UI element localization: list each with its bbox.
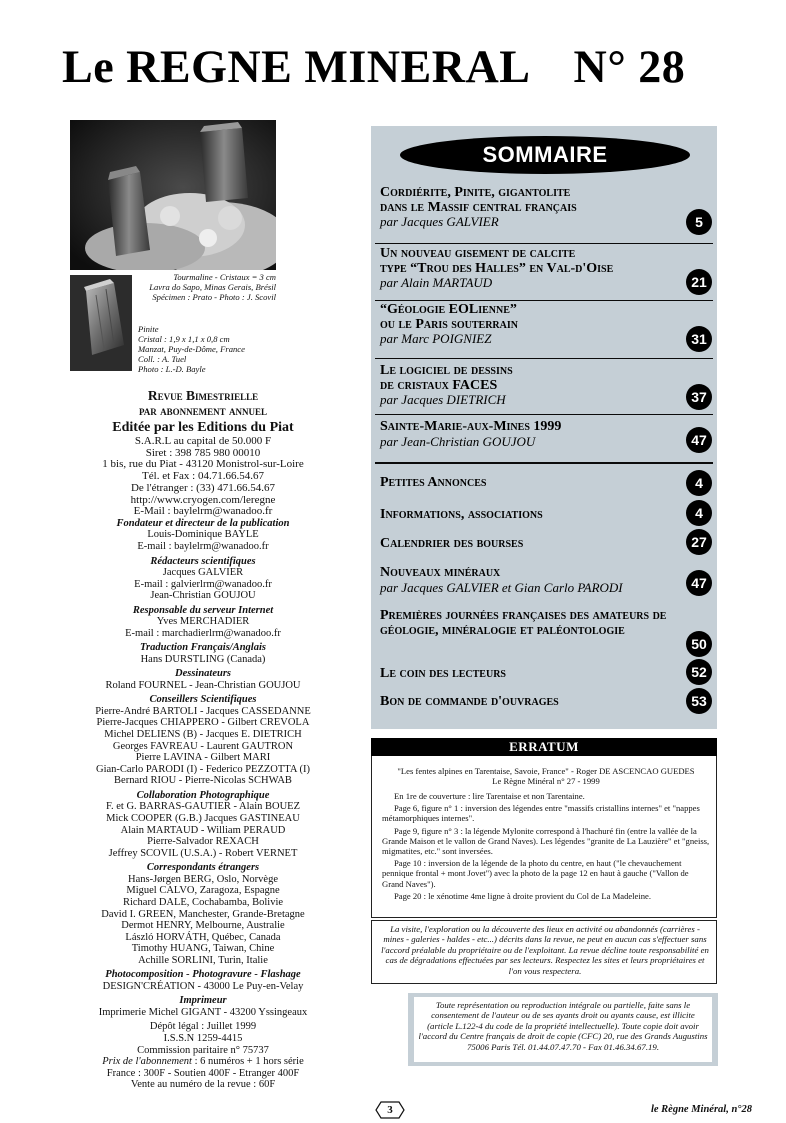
tourmaline-caption — [140, 272, 276, 302]
staff-section — [68, 642, 338, 665]
erratum-item: Page 10 : inversion de la légende de la photo du centre, en haut ("le chevauchement pennique frontal + mont Jovet") avec la photo de la page 12 en haut à gauche ("Vallon de Grand Naves"). — [382, 858, 689, 889]
editions-line: Editée par les Editions du Piat — [112, 420, 294, 435]
toc-rubrique[interactable]: Informations, associations — [380, 507, 543, 522]
staff-line: Hans-Jørgen BERG, Oslo, Norvège — [128, 873, 278, 885]
page-number-badge — [375, 1101, 405, 1119]
toc-title-line: “Géologie EOLienne” — [380, 302, 517, 317]
staff-line: Achille SORLINI, Turin, Italie — [138, 954, 268, 966]
toc-page-badge[interactable]: 53 — [686, 688, 712, 714]
toc-page-badge[interactable]: 4 — [686, 500, 712, 526]
issn: I.S.S.N 1259-4415 — [163, 1033, 243, 1045]
commission-paritaire: Commission paritaire n° 75737 — [137, 1044, 269, 1056]
caption-line: Photo : L.-D. Bayle — [138, 364, 206, 374]
magazine-title: Le REGNE MINERAL — [62, 41, 531, 93]
toc-page-badge[interactable]: 27 — [686, 529, 712, 555]
toc-rubrique[interactable]: Premières journées françaises des amateurs de géologie, minéralogie et paléontologie — [380, 608, 667, 638]
toc-divider — [375, 243, 713, 244]
staff-section — [68, 694, 338, 787]
staff-line: David I. GREEN, Manchester, Grande-Bretagne — [101, 908, 305, 920]
tourmaline-specimen-image — [70, 120, 276, 270]
legal-block — [68, 1021, 338, 1091]
toc-rubrique[interactable]: Bon de commande d'ouvrages — [380, 694, 559, 709]
erratum-item: En 1re de couverture : lire Tarentaise et non Tarentaine. — [394, 791, 585, 801]
staff-heading: Imprimeur — [179, 995, 227, 1007]
price-label: Prix de l'abonnement — [102, 1056, 192, 1068]
erratum-item: Page 20 : le xénotime 4me ligne à droite provient du Col de La Madeleine. — [394, 890, 652, 901]
toc-author: par Jacques GALVIER et Gian Carlo PARODI — [380, 579, 623, 595]
erratum-heading: ERRATUM — [371, 738, 717, 756]
single-issue-price: Vente au numéro de la revue : 60F — [130, 1079, 276, 1091]
staff-heading: Responsable du serveur Internet — [132, 604, 274, 616]
staff-line: Pierre LAVINA - Gilbert MARI — [135, 752, 271, 764]
staff-section — [68, 862, 338, 966]
staff-section — [68, 605, 338, 640]
staff-line: Miguel CALVO, Zaragoza, Espagne — [126, 885, 280, 897]
toc-author: par Marc POIGNIEZ — [380, 331, 492, 346]
caption-line: Pinite — [138, 324, 159, 334]
imprint-line: Siret : 398 785 980 00010 — [145, 446, 261, 459]
caption-line: Manzat, Puy-de-Dôme, France — [138, 344, 245, 354]
staff-heading: Traduction Français/Anglais — [140, 642, 266, 654]
toc-article[interactable] — [380, 303, 670, 347]
staff-section — [68, 969, 338, 992]
toc-page-badge[interactable]: 4 — [686, 470, 712, 496]
staff-heading: Correspondants étrangers — [146, 862, 260, 874]
staff-line: F. et G. BARRAS-GAUTIER - Alain BOUEZ — [106, 801, 300, 813]
staff-line: Jeffrey SCOVIL (U.S.A.) - Robert VERNET — [108, 847, 298, 859]
imprint-line: Tél. et Fax : 04.71.66.54.67 — [142, 470, 264, 483]
staff-line: Hans DURSTLING (Canada) — [140, 653, 266, 665]
price-value: : 6 numéros + 1 hors série — [191, 1056, 304, 1068]
toc-divider — [375, 462, 713, 464]
page-number: 3 — [387, 1104, 393, 1116]
staff-line: Roland FOURNEL - Jean-Christian GOUJOU — [105, 679, 301, 691]
toc-title-line: dans le Massif central français — [380, 199, 577, 215]
pinite-specimen-image — [70, 275, 132, 371]
toc-article[interactable] — [380, 247, 670, 291]
toc-rubrique[interactable] — [380, 566, 670, 595]
staff-line: Jacques GALVIER — [162, 567, 244, 578]
revue-line: par abonnement annuel — [138, 403, 268, 418]
staff-line: Michel DELIENS (B) - Jacques E. DIETRICH — [104, 728, 302, 740]
toc-title-line: ou le Paris souterrain — [380, 316, 518, 332]
toc-divider — [375, 300, 713, 301]
staff-line: Imprimerie Michel GIGANT - 43200 Yssingeaux — [98, 1006, 308, 1018]
caption-line: Lavra do Sapo, Minas Gerais, Brésil — [149, 282, 276, 292]
staff-line: Dermot HENRY, Melbourne, Australie — [121, 920, 285, 932]
staff-line: Pierre-Salvador REXACH — [147, 836, 259, 848]
toc-page-badge[interactable]: 52 — [686, 659, 712, 685]
staff-section — [68, 790, 338, 859]
staff-heading: Rédacteurs scientifiques — [150, 555, 256, 567]
staff-line: Alain MARTAUD - William PERAUD — [120, 824, 286, 836]
erratum-item: Page 9, figure n° 3 : la légende Mylonite correspond à l'hachuré fin (entre la vallée de la Grande Maison et le vallon de Grand Naves). Les légendes "granite de La Lauzière" et "gneiss, migmatites, etc." sont inversées. — [382, 825, 710, 857]
staff-heading: Fondateur et directeur de la publication — [116, 518, 290, 529]
toc-article[interactable] — [380, 420, 670, 449]
pinite-caption — [138, 324, 278, 374]
toc-page-badge[interactable]: 5 — [686, 209, 712, 235]
toc-divider — [375, 414, 713, 415]
toc-rubrique[interactable]: Calendrier des bourses — [380, 536, 524, 551]
caption-line: Coll. : A. Tuel — [138, 354, 187, 364]
staff-section — [68, 556, 338, 602]
toc-title-line: type “Trou des Halles” en Val-d'Oise — [380, 260, 614, 276]
erratum-item: Page 6, figure n° 1 : inversion des légendes entre "massifs cristallins internes" et "nappes métamorphiques internes". — [382, 803, 700, 824]
toc-page-badge[interactable]: 31 — [686, 326, 712, 352]
running-footer: le Règne Minéral, n°28 — [650, 1104, 752, 1115]
staff-line: DESIGN'CRÉATION - 43000 Le Puy-en-Velay — [102, 980, 304, 992]
imprint-block — [68, 436, 338, 518]
toc-title-line: Nouveaux minéraux — [380, 565, 501, 580]
toc-divider — [375, 358, 713, 359]
staff-heading: Conseillers Scientifiques — [149, 694, 257, 706]
staff-heading: Dessinateurs — [174, 668, 231, 680]
toc-page-badge[interactable]: 47 — [686, 427, 712, 453]
staff-line: Louis-Dominique BAYLE — [147, 529, 259, 541]
imprint-line[interactable]: E-Mail : baylelrm@wanadoo.fr — [133, 505, 273, 518]
imprint-line: De l'étranger : (33) 471.66.54.67 — [130, 481, 276, 494]
toc-author: par Jean-Christian GOUJOU — [380, 433, 536, 449]
imprint-line: S.A.R.L au capital de 50.000 F — [134, 435, 272, 447]
toc-article[interactable] — [380, 186, 670, 230]
caption-line: Tourmaline - Cristaux = 3 cm — [173, 272, 276, 282]
sommaire-heading: SOMMAIRE — [400, 136, 690, 174]
toc-author: par Jacques GALVIER — [380, 214, 499, 229]
toc-title-line: Sainte-Marie-aux-Mines 1999 — [380, 419, 562, 434]
toc-page-badge[interactable]: 37 — [686, 384, 712, 410]
toc-article[interactable] — [380, 364, 670, 408]
issue-number: N° 28 — [573, 41, 686, 93]
erratum-list — [382, 791, 710, 901]
tourmaline-photo — [70, 120, 276, 270]
erratum-ref-line: "Les fentes alpines en Tarentaise, Savoie, France" - Roger DE ASCENCAO GUEDES — [397, 766, 695, 776]
caption-line: Cristal : 1,9 x 1,1 x 0,8 cm — [138, 334, 230, 344]
subscription-price — [68, 1056, 338, 1068]
staff-line: Timothy HUANG, Taiwan, Chine — [131, 943, 275, 955]
toc-rubrique[interactable]: Petites Annonces — [380, 475, 487, 490]
staff-section — [68, 518, 338, 553]
imprint-line[interactable]: http://www.cryogen.com/leregne — [130, 493, 276, 506]
depot-legal: Dépôt légal : Juillet 1999 — [149, 1021, 257, 1033]
staff-line: Richard DALE, Cochabamba, Bolivie — [122, 896, 284, 908]
staff-line[interactable]: E-mail : marchadierlrm@wanadoo.fr — [125, 627, 281, 639]
toc-author: par Alain MARTAUD — [380, 275, 493, 290]
revue-line: Revue Bimestrielle — [147, 388, 259, 403]
staff-line[interactable]: E-mail : galvierlrm@wanadoo.fr — [134, 578, 272, 590]
toc-page-badge[interactable]: 50 — [686, 631, 712, 657]
toc-page-badge[interactable]: 47 — [686, 570, 712, 596]
erratum-ref-line: Le Règne Minéral n° 27 - 1999 — [492, 776, 600, 787]
imprint-line: 1 bis, rue du Piat - 43120 Monistrol-sur-Loire — [102, 458, 304, 471]
staff-line: Georges FAVREAU - Laurent GAUTRON — [112, 740, 294, 752]
staff-line: Jean-Christian GOUJOU — [150, 590, 256, 602]
toc-page-badge[interactable]: 21 — [686, 269, 712, 295]
staff-line: Bernard RIOU - Pierre-Nicolas SCHWAB — [114, 775, 292, 787]
toc-title-line: Un nouveau gisement de calcite — [380, 246, 576, 261]
staff-heading: Collaboration Photographique — [136, 789, 270, 801]
toc-title-line: de cristaux FACES — [380, 377, 498, 393]
staff-section — [68, 995, 338, 1018]
staff-heading: Photocomposition - Photogravure - Flashage — [105, 969, 301, 981]
caption-line: Spécimen : Prato - Photo : J. Scovil — [152, 292, 276, 302]
staff-line: Mick COOPER (G.B.) Jacques GASTINEAU — [106, 812, 300, 824]
revue-title — [68, 388, 338, 418]
pinite-photo — [70, 275, 132, 371]
masthead — [62, 40, 709, 98]
toc-title-line: Le logiciel de dessins — [380, 363, 513, 378]
toc-author: par Jacques DIETRICH — [380, 392, 506, 407]
staff-line: László HORVÁTH, Québec, Canada — [125, 931, 281, 943]
staff-section — [68, 668, 338, 691]
staff-line: Gian-Carlo PARODI (I) - Federico PEZZOTTA (I) — [96, 763, 310, 775]
staff-line: Pierre-André BARTOLI - Jacques CASSEDANNE — [95, 705, 311, 717]
toc-rubrique[interactable]: Le coin des lecteurs — [380, 666, 506, 681]
erratum-reference — [382, 766, 710, 786]
staff-line: Pierre-Jacques CHIAPPERO - Gilbert CREVOLA — [96, 717, 310, 729]
staff-line: Yves MERCHADIER — [156, 616, 250, 628]
visit-notice: La visite, l'exploration ou la découverte des lieux en activité ou abandonnés (carrières - mines - galeries - haldes - etc...) décrits dans la revue, ne peut en aucun cas s'effectuer sans l'accord préalable du propriétaire ou de l'exploitant. La revue décline toute responsabilité en cas de dégradations effectuées par ses lecteurs. Respectez les sites et leurs propriétaires et l'on vous respectera. — [381, 924, 709, 976]
copyright-notice: Toute représentation ou reproduction intégrale ou partielle, faite sans le consentement de l'auteur ou de ses ayants droit ou ayants cause, est illicite (article L.122-4 du code de la propriété intellectuelle). Toute copie doit avoir l'accord du Centre français de droit de copie (CFC) 20, rue des Grands Augustins 75006 Paris Tél. 01.44.07.47.70 - Fax 01.46.34.67.19. — [418, 1000, 708, 1052]
toc-title-line: Cordiérite, Pinite, gigantolite — [380, 185, 571, 200]
staff-credits — [68, 518, 338, 1091]
price-rates: France : 300F - Soutien 400F - Etranger 400F — [106, 1067, 300, 1079]
staff-line[interactable]: E-mail : baylelrm@wanadoo.fr — [137, 541, 269, 552]
